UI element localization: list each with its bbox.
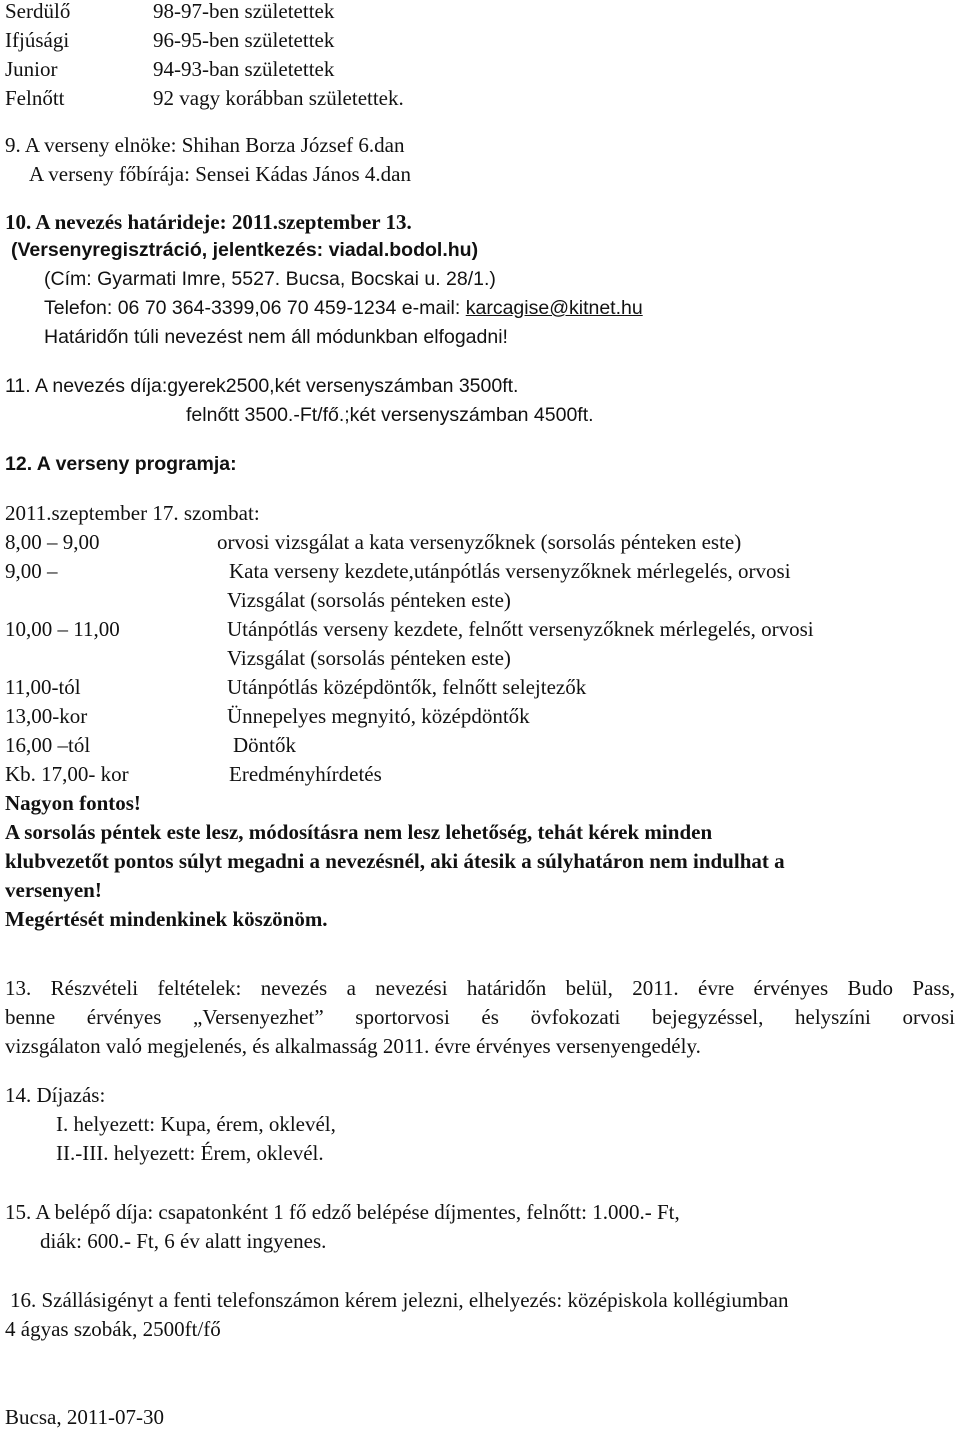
program-title: 12. A verseny programja:	[5, 453, 237, 475]
category-years: 92 vagy korábban születettek.	[153, 86, 404, 110]
president-line: 9. A verseny elnöke: Shihan Borza József 6.dan	[5, 133, 405, 157]
program-heading	[5, 450, 237, 479]
schedule-time: 9,00 –	[5, 559, 58, 583]
place-date: Bucsa, 2011-07-30	[5, 1405, 165, 1429]
schedule-time: 11,00-tól	[5, 675, 81, 699]
important-line: klubvezetőt pontos súlyt megadni a nevezésnél, aki átesik a súlyhatáron nem indulhat a	[5, 849, 785, 873]
registration-line	[11, 236, 478, 265]
schedule-time: 8,00 – 9,00	[5, 530, 100, 554]
conditions-line: vizsgálaton való megjelenés, és alkalmasság 2011. évre érvényes versenyengedély.	[5, 1034, 701, 1058]
schedule-time: 10,00 – 11,00	[5, 617, 120, 641]
category-name: Felnőtt	[5, 86, 65, 110]
accommodation-line: 16. Szállásigényt a fenti telefonszámon kérem jelezni, elhelyezés: középiskola kollégiumban	[10, 1288, 789, 1312]
award-second-third: II.-III. helyezett: Érem, oklevél.	[56, 1141, 324, 1165]
admission-line: 15. A belépő díja: csapatonként 1 fő edző belépése díjmentes, felnőtt: 1.000.- Ft,	[5, 1200, 680, 1224]
schedule-event: Utánpótlás verseny kezdete, felnőtt versenyzőknek mérlegelés, orvosi	[227, 617, 814, 641]
conditions-line: 13. Részvételi feltételek: nevezés a nevezési határidőn belül, 2011. évre érvényes Budo Pass,	[5, 976, 955, 1000]
contact-line	[44, 294, 643, 323]
important-line: versenyen!	[5, 878, 102, 902]
address-line: (Cím: Gyarmati Imre, 5527. Bucsa, Bocskai u. 28/1.)	[44, 268, 496, 290]
category-name: Serdülő	[5, 0, 71, 23]
conditions-line: benne érvényes „Versenyezhet” sportorvosi és övfokozati bejegyzéssel, helyszíni orvosi	[5, 1005, 955, 1029]
email-link[interactable]: karcagise@kitnet.hu	[465, 297, 643, 319]
schedule-event-continued: Vizsgálat (sorsolás pénteken este)	[227, 588, 511, 612]
schedule-time: Kb. 17,00- kor	[5, 762, 129, 786]
category-name: Ifjúsági	[5, 28, 70, 52]
awards-heading: 14. Díjazás:	[5, 1083, 106, 1107]
schedule-event: orvosi vizsgálat a kata versenyzőknek (sorsolás pénteken este)	[217, 530, 742, 554]
phone-text: Telefon: 06 70 364-3399,06 70 459-1234 e-mail:	[44, 297, 461, 319]
schedule-time: 16,00 –tól	[5, 733, 91, 757]
registration-text: (Versenyregisztráció, jelentkezés: viadal.bodol.hu)	[11, 239, 479, 261]
schedule-event: Ünnepelyes megnyitó, középdöntők	[227, 704, 530, 728]
late-entry-note: Határidőn túli nevezést nem áll módunkban elfogadni!	[44, 326, 508, 348]
schedule-event: Kata verseny kezdete,utánpótlás versenyzőknek mérlegelés, orvosi	[229, 559, 791, 583]
schedule-event: Döntők	[233, 733, 296, 757]
admission-line: diák: 600.- Ft, 6 év alatt ingyenes.	[40, 1229, 327, 1253]
accommodation-line: 4 ágyas szobák, 2500ft/fő	[5, 1317, 221, 1341]
important-heading: Nagyon fontos!	[5, 791, 141, 815]
schedule-event: Utánpótlás középdöntők, felnőtt selejtezők	[227, 675, 587, 699]
category-years: 94-93-ban születettek	[153, 57, 335, 81]
category-name: Junior	[5, 57, 58, 81]
category-years: 96-95-ben születettek	[153, 28, 335, 52]
important-line: A sorsolás péntek este lesz, módosításra nem lesz lehetőség, tehát kérek minden	[5, 820, 713, 844]
award-first: I. helyezett: Kupa, érem, oklevél,	[56, 1112, 336, 1136]
chief-judge-line: A verseny főbírája: Sensei Kádas János 4.dan	[29, 162, 411, 186]
schedule-event: Eredményhírdetés	[229, 762, 382, 786]
deadline-heading: 10. A nevezés határideje: 2011.szeptember 13.	[5, 210, 412, 234]
schedule-event-continued: Vizsgálat (sorsolás pénteken este)	[227, 646, 511, 670]
thanks-line: Megértését mindenkinek köszönöm.	[5, 907, 328, 931]
schedule-time: 13,00-kor	[5, 704, 88, 728]
entry-fee-line: 11. A nevezés díja:gyerek2500,két versenyszámban 3500ft.	[5, 375, 519, 397]
entry-fee-adult-line: felnőtt 3500.-Ft/fő.;két versenyszámban 4500ft.	[186, 404, 594, 426]
category-years: 98-97-ben születettek	[153, 0, 335, 23]
program-date: 2011.szeptember 17. szombat:	[5, 501, 260, 525]
